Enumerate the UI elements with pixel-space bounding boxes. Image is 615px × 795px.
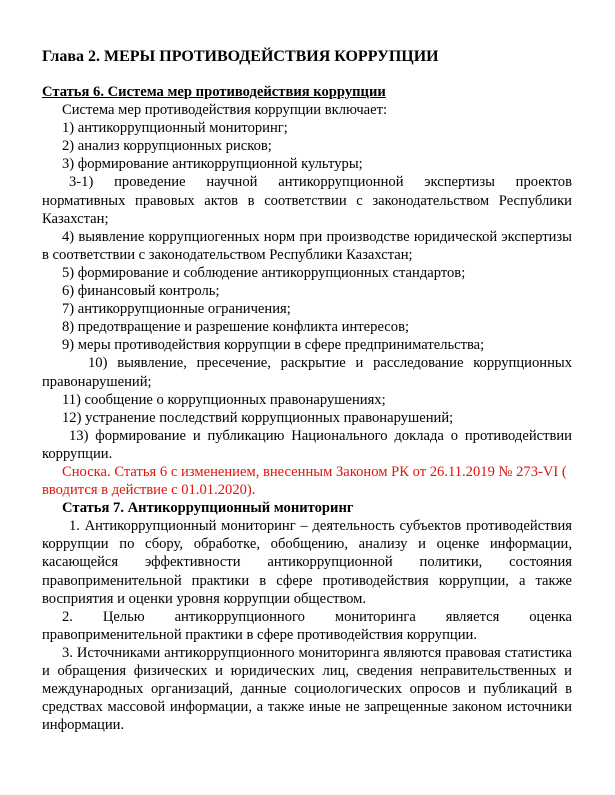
list-item: 3-1) проведение научной антикоррупционной экспертизы проектов нормативных правовых актов в соответствии с законодательством Республики Казахстан; [42, 174, 572, 227]
list-item: 3) формирование антикоррупционной культуры; [62, 156, 363, 173]
list-item: 1) антикоррупционный мониторинг; [62, 120, 288, 137]
article-6-title: Статья 6. Система мер противодействия коррупции [42, 84, 386, 100]
list-item: 6) финансовый контроль; [62, 283, 220, 300]
chapter-title: Глава 2. МЕРЫ ПРОТИВОДЕЙСТВИЯ КОРРУПЦИИ [42, 48, 439, 65]
article-7-paragraph: 2. Целью антикоррупционного мониторинга является оценка правоприменительной практики в сфере противодействия коррупции. [42, 608, 572, 643]
article-7-title: Статья 7. Антикоррупционный мониторинг [62, 500, 354, 517]
list-item: 11) сообщение о коррупционных правонарушениях; [62, 391, 386, 408]
list-item: 9) меры противодействия коррупции в сфере предпринимательства; [62, 337, 485, 354]
list-item: 2) анализ коррупционных рисков; [62, 138, 272, 155]
article-6-intro: Система мер противодействия коррупции включает: [62, 102, 388, 119]
list-item: 4) выявление коррупциогенных норм при производстве юридической экспертизы в соответствии с законодательством Республики Казахстан; [42, 228, 572, 263]
list-item: 10) выявление, пресечение, раскрытие и расследование коррупционных правонарушений; [42, 355, 572, 390]
document-body [42, 83, 572, 734]
list-item: 8) предотвращение и разрешение конфликта интересов; [62, 319, 410, 336]
list-item: 7) антикоррупционные ограничения; [62, 301, 291, 318]
article-7-paragraph: 1. Антикоррупционный мониторинг – деятельность субъектов противодействия коррупции по сбору, обработке, обобщению, анализу и оценке информации, касающейся эффективности антикоррупционной политики, состояния правоприменительной практики в сфере противодействия коррупции, а также восприятия и оценки уровня коррупции обществом. [42, 518, 572, 607]
list-item: 12) устранение последствий коррупционных правонарушений; [62, 409, 454, 426]
list-item: 5) формирование и соблюдение антикоррупционных стандартов; [62, 264, 466, 281]
list-item: 13) формирование и публикацию Национального доклада о противодействии коррупции. [42, 427, 572, 462]
article-6-footnote: Сноска. Статья 6 с изменением, внесенным Законом РК от 26.11.2019 № 273-VI ( вводится в действие с 01.01.2020). [42, 463, 567, 499]
article-7-paragraph: 3. Источниками антикоррупционного мониторинга являются правовая статистика и обращения физических и юридических лиц, сведения неправительственных и международных организаций, данные социологических опросов и публикаций в средствах массовой информации, а также иные не запрещенные законом источники информации. [42, 644, 572, 734]
